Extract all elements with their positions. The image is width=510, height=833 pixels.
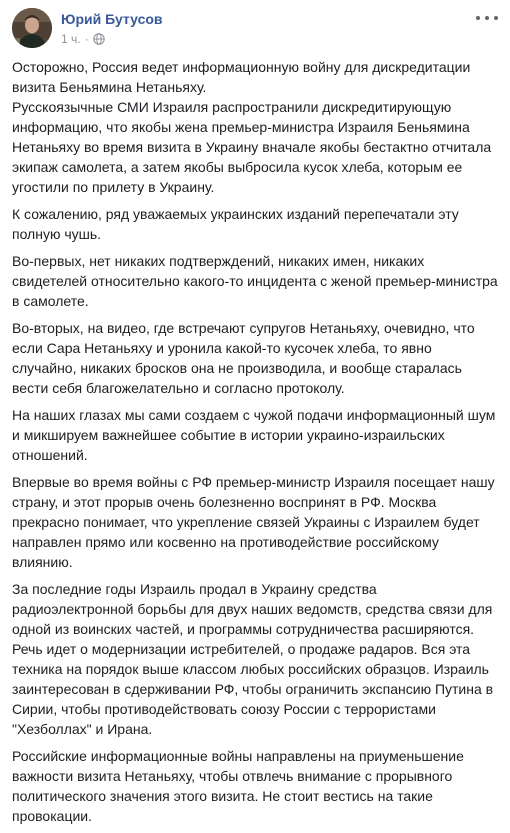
- post-body: [12, 57, 498, 833]
- meta-separator: ·: [84, 32, 89, 46]
- post-paragraph: Осторожно, Россия ведет информационную войну для дискредитации визита Беньямина Нетаньяху. Русскоязычные СМИ Израиля распространили дискредитирующую информацию, что якобы жена премьер-министра Израиля Беньямина Нетаньяху во время визита в Украину вначале якобы бестактно отчитала экипаж самолета, а затем якобы выбросила кусок хлеба, которым ее угостили по прилету в Украину.: [12, 59, 492, 195]
- avatar[interactable]: [12, 8, 52, 48]
- post-timestamp[interactable]: 1 ч.: [61, 32, 81, 46]
- post-paragraph: Российские информационные войны направлены на приуменьшение важности визита Нетаньяху, чтобы отвлечь внимание с прорывного политического значения этого визита. Не стоит вестись на такие провокации.: [12, 748, 464, 824]
- post-paragraph: Впервые во время войны с РФ премьер-министр Израиля посещает нашу страну, и этот прорыв очень болезненно воспринят в РФ. Москва прекрасно понимает, что укрепление связей Украины с Израилем будет направлен прямо или косвенно на противодействие российскому влиянию.: [12, 474, 495, 570]
- post-paragraph: На наших глазах мы сами создаем с чужой подачи информационный шум и микшируем важнейшее событие в истории украино-израильских отношений.: [12, 407, 496, 463]
- post-paragraph: К сожалению, ряд уважаемых украинских изданий перепечатали эту полную чушь.: [12, 206, 459, 242]
- post-meta: [61, 32, 105, 46]
- more-options-icon[interactable]: [476, 10, 498, 26]
- globe-icon[interactable]: [93, 33, 105, 45]
- avatar-photo: [12, 8, 52, 48]
- post-paragraph: Во-первых, нет никаких подтверждений, никаких имен, никаких свидетелей относительно какого-то инцидента с женой премьер-министра в самолете.: [12, 253, 498, 309]
- post-paragraph: За последние годы Израиль продал в Украину средства радиоэлектронной борьбы для двух наших ведомств, средства связи для одной из воинских частей, и программы сотрудничества расширяются. Речь идет о модернизации истребителей, о продаже радаров. Вся эта техника на порядок выше классом любых российских образцов. Израиль заинтересован в сдерживании РФ, чтобы ограничить экспансию Путина в Сирии, чтобы противодействовать союзу России с террористами "Хезболлах" и Ирана.: [12, 581, 494, 737]
- post-paragraph: Во-вторых, на видео, где встречают супругов Нетаньяху, очевидно, что если Сара Нетаньяху и уронила какой-то кусочек хлеба, то явно случайно, никаких бросков она не производила, и вообще старалась вести себя благожелательно и согласно протоколу.: [12, 320, 475, 396]
- post-header: [12, 8, 498, 48]
- author-name[interactable]: Юрий Бутусов: [61, 11, 163, 27]
